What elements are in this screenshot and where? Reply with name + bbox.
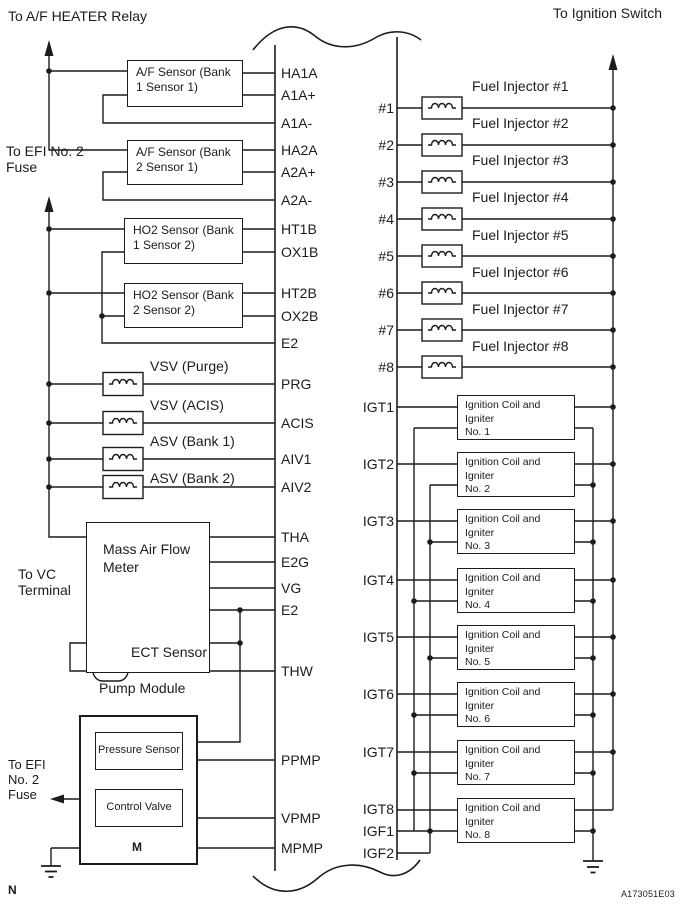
- label-fuel-injector-7: Fuel Injector #7: [472, 301, 569, 317]
- ecm-pin-A1A-minus: A1A-: [281, 115, 313, 131]
- ecm-break-top: [253, 27, 421, 50]
- ho2-sensor-bank1-box: HO2 Sensor (Bank 1 Sensor 2): [124, 218, 243, 264]
- label-asv-bank2: ASV (Bank 2): [150, 470, 235, 486]
- ground-left-icon: [41, 866, 61, 877]
- ecm-pin-inj8: #8: [378, 359, 394, 375]
- label-fuel-injector-2: Fuel Injector #2: [472, 115, 569, 131]
- label-fuel-injector-3: Fuel Injector #3: [472, 152, 569, 168]
- ecm-pin-E2: E2: [281, 335, 299, 351]
- arrow-up-efi-fuse: [45, 196, 54, 212]
- ecm-pin-HA1A: HA1A: [281, 65, 318, 81]
- ecm-pin-PRG: PRG: [281, 376, 312, 392]
- ecm-break-bottom: [253, 860, 420, 891]
- control-valve-box: Control Valve: [95, 789, 183, 827]
- ecm-pin-A2A-minus: A2A-: [281, 192, 313, 208]
- ecm-pin-IGT1: IGT1: [362, 399, 394, 415]
- label-ect-sensor: ECT Sensor: [131, 644, 207, 660]
- ecm-pin-IGT6: IGT6: [362, 686, 394, 702]
- igniter-7-box: Ignition Coil and Igniter No. 7: [457, 740, 575, 785]
- ecm-pin-IGT5: IGT5: [362, 629, 394, 645]
- label-asv-bank1: ASV (Bank 1): [150, 433, 235, 449]
- ecm-pin-VPMP: VPMP: [281, 810, 321, 826]
- ho2-sensor-bank2-box: HO2 Sensor (Bank 2 Sensor 2): [124, 283, 243, 328]
- ground-right-icon: [583, 861, 603, 873]
- label-to-efi-fuse-upper: To EFI No. 2 Fuse: [6, 143, 84, 175]
- ecm-pin-inj7: #7: [378, 322, 394, 338]
- ecm-pin-THW: THW: [281, 663, 313, 679]
- igniter-5-box: Ignition Coil and Igniter No. 5: [457, 625, 575, 670]
- ecm-pin-IGT3: IGT3: [362, 513, 394, 529]
- label-fuel-injector-4: Fuel Injector #4: [472, 189, 569, 205]
- label-to-efi-fuse-lower: To EFI No. 2 Fuse: [8, 757, 46, 802]
- ecm-pin-MPMP: MPMP: [281, 840, 323, 856]
- igniter-2-box: Ignition Coil and Igniter No. 2: [457, 452, 575, 497]
- mass-air-flow-meter-box: Mass Air Flow Meter: [86, 522, 210, 673]
- label-vsv-purge: VSV (Purge): [150, 358, 229, 374]
- ecm-pin-E2-2: E2: [281, 602, 299, 618]
- ecm-pin-ACIS: ACIS: [281, 415, 314, 431]
- ecm-pin-VG: VG: [281, 580, 302, 596]
- igniter-6-box: Ignition Coil and Igniter No. 6: [457, 682, 575, 727]
- label-fuel-injector-5: Fuel Injector #5: [472, 227, 569, 243]
- ecm-pin-inj3: #3: [378, 174, 394, 190]
- label-vsv-acis: VSV (ACIS): [150, 397, 224, 413]
- ecm-pin-HT2B: HT2B: [281, 285, 317, 301]
- ecm-pin-IGT8: IGT8: [362, 801, 394, 817]
- ecm-pin-IGF2: IGF2: [362, 845, 394, 861]
- ecm-pin-AIV1: AIV1: [281, 451, 312, 467]
- drawing-code: A173051E03: [620, 889, 675, 899]
- label-fuel-injector-1: Fuel Injector #1: [472, 78, 569, 94]
- ecm-pin-HA2A: HA2A: [281, 142, 318, 158]
- ecm-pin-IGT4: IGT4: [362, 572, 394, 588]
- ecm-pin-E2G: E2G: [281, 554, 310, 570]
- ecm-pin-IGT7: IGT7: [362, 744, 394, 760]
- n-marker: N: [8, 883, 17, 897]
- ecm-pin-OX1B: OX1B: [281, 244, 319, 260]
- ecm-pin-IGF1: IGF1: [362, 823, 394, 839]
- motor-label: M: [132, 840, 142, 854]
- ecm-pin-inj1: #1: [378, 100, 394, 116]
- af-sensor-bank2-box: A/F Sensor (Bank 2 Sensor 1): [127, 140, 243, 185]
- ecm-pin-OX2B: OX2B: [281, 308, 319, 324]
- ecm-pin-inj5: #5: [378, 248, 394, 264]
- label-fuel-injector-8: Fuel Injector #8: [472, 338, 569, 354]
- ecm-pin-HT1B: HT1B: [281, 221, 317, 237]
- label-pump-module: Pump Module: [99, 680, 186, 696]
- label-fuel-injector-6: Fuel Injector #6: [472, 264, 569, 280]
- ecm-pin-inj2: #2: [378, 137, 394, 153]
- ecm-pin-AIV2: AIV2: [281, 479, 312, 495]
- label-to-af-heater-relay: To A/F HEATER Relay: [8, 8, 148, 24]
- label-to-ignition-switch: To Ignition Switch: [553, 5, 662, 21]
- igniter-3-box: Ignition Coil and Igniter No. 3: [457, 509, 575, 554]
- label-to-vc-terminal: To VC Terminal: [18, 566, 71, 598]
- arrow-up-af-heater-relay: [45, 40, 54, 56]
- ecm-pin-PPMP: PPMP: [281, 752, 321, 768]
- ecm-pin-IGT2: IGT2: [362, 456, 394, 472]
- ecm-pin-inj4: #4: [378, 211, 394, 227]
- pressure-sensor-box: Pressure Sensor: [95, 732, 183, 770]
- arrow-up-ignition-switch: [609, 54, 618, 70]
- ecm-pin-inj6: #6: [378, 285, 394, 301]
- af-sensor-bank1-box: A/F Sensor (Bank 1 Sensor 1): [127, 60, 243, 107]
- ecm-pin-A2A-plus: A2A+: [281, 164, 316, 180]
- ecm-pin-A1A-plus: A1A+: [281, 87, 316, 103]
- ecm-pin-THA: THA: [281, 529, 309, 545]
- igniter-4-box: Ignition Coil and Igniter No. 4: [457, 568, 575, 613]
- igniter-8-box: Ignition Coil and Igniter No. 8: [457, 798, 575, 843]
- arrow-left-efi-fuse: [50, 795, 64, 804]
- igniter-1-box: Ignition Coil and Igniter No. 1: [457, 395, 575, 440]
